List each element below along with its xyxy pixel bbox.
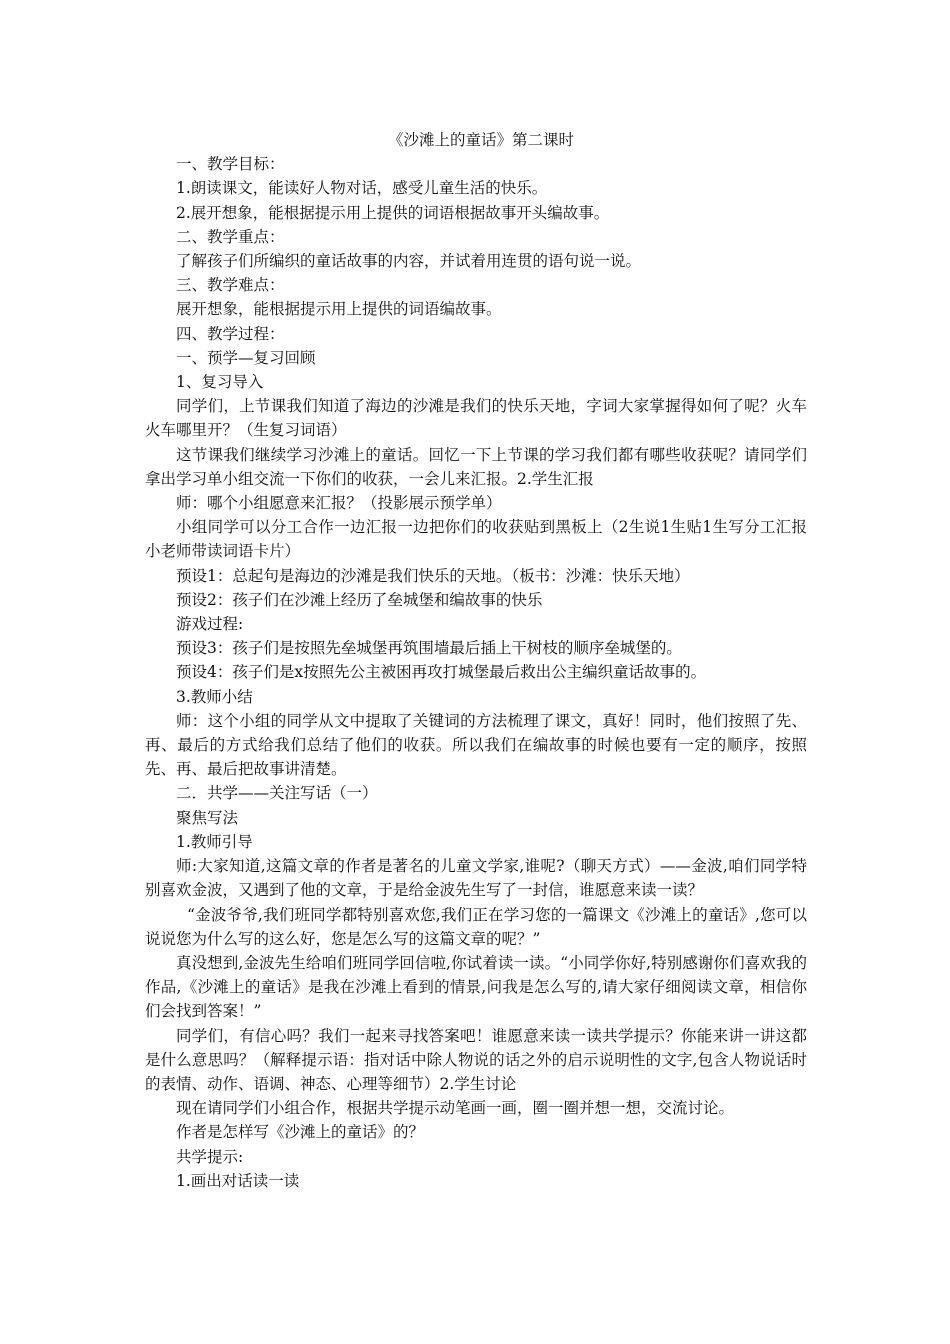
paragraph: 1.朗读课文，能读好人物对话，感受儿童生活的快乐。 <box>176 179 548 198</box>
paragraph: 二、教学重点： <box>176 227 285 246</box>
paragraph: 四、教学过程： <box>176 324 285 343</box>
paragraph: 现在请同学们小组合作，根据共学提示动笔画一画，圈一圈并想一想，交流讨论。 <box>176 1099 735 1118</box>
paragraph: 预设1：总起句是海边的沙滩是我们快乐的天地。（板书：沙滩：快乐天地） <box>176 566 690 585</box>
paragraph: 预设3：孩子们是按照先垒城堡再筑围墙最后插上干树枝的顺序垒城堡的。 <box>176 639 682 658</box>
paragraph: 真没想到,金波先生给咱们班同学回信啦,你试着读一读。“小同学你好,特别感谢你们喜欢我的作品,《沙滩上的童话》是我在沙滩上看到的情景,问我是怎么写的,请大家仔细阅读文章，相信你们会找到答案！” <box>145 953 807 1021</box>
document-page <box>145 128 807 1193</box>
paragraph: 同学们，有信心吗？我们一起来寻找答案吧！谁愿意来读一读共学提示？你能来讲一讲这都是什么意思吗？（解释提示语：指对话中除人物说的话之外的启示说明性的文字,包含人物说话时的表情、动作、语调、神态、心理等细节）2.学生讨论 <box>145 1026 807 1093</box>
quoted-letter: “金波爷爷,我们班同学都特别喜欢您,我们正在学习您的一篇课文《沙滩上的童话》,您可以说说您为什么写的这么好，您是怎么写的这篇文章的呢？” <box>145 905 807 948</box>
paragraph: 了解孩子们所编织的童话故事的内容，并试着用连贯的语句说一说。 <box>176 252 642 271</box>
paragraph: 1、复习导入 <box>176 373 264 392</box>
paragraph: 游戏过程: <box>176 615 244 634</box>
paragraph: 3.教师小结 <box>176 687 253 706</box>
paragraph: 师:大家知道,这篇文章的作者是著名的儿童文学家,谁呢?（聊天方式）——金波,咱们同学特别喜欢金波，又遇到了他的文章，于是给金波先生写了一封信，谁愿意来读一读？ <box>145 857 807 900</box>
document-title: 《沙滩上的童话》第二课时 <box>387 131 574 149</box>
paragraph: 展开想象，能根据提示用上提供的词语编故事。 <box>176 300 502 319</box>
paragraph: 2.展开想象，能根据提示用上提供的词语根据故事开头编故事。 <box>176 203 610 222</box>
paragraph: 作者是怎样写《沙滩上的童话》的？ <box>176 1123 425 1142</box>
paragraph: 预设2：孩子们在沙滩上经历了垒城堡和编故事的快乐 <box>176 590 543 609</box>
paragraph: 这节课我们继续学习沙滩上的童话。回忆一下上节课的学习我们都有哪些收获呢？请同学们拿出学习单小组交流一下你们的收获，一会儿来汇报。2.学生汇报 <box>145 445 807 488</box>
paragraph: 二．共学——关注写话（一） <box>176 784 378 803</box>
paragraph: 1.教师引导 <box>176 832 253 851</box>
paragraph: 小组同学可以分工合作一边汇报一边把你们的收获贴到黑板上（2生说1生贴1生写分工汇报小老师带读词语卡片） <box>145 518 807 561</box>
paragraph: 共学提示: <box>176 1147 244 1166</box>
paragraph: 三、教学难点： <box>176 276 285 295</box>
paragraph: 1.画出对话读一读 <box>176 1171 300 1190</box>
paragraph: 一、预学—复习回顾 <box>176 348 316 367</box>
paragraph: 师：这个小组的同学从文中提取了关键词的方法梳理了课文，真好！同时，他们按照了先、再、最后的方式给我们总结了他们的收获。所以我们在编故事的时候也要有一定的顺序，按照先、再、最后把故事讲清楚。 <box>145 711 807 779</box>
paragraph: 聚焦写法 <box>176 808 239 827</box>
paragraph: 师：哪个小组愿意来汇报？（投影展示预学单） <box>176 494 502 513</box>
paragraph: 同学们，上节课我们知道了海边的沙滩是我们的快乐天地，字词大家掌握得如何了呢？火车火车哪里开？（生复习词语） <box>145 397 807 440</box>
paragraph: 预设4：孩子们是x按照先公主被困再攻打城堡最后救出公主编织童话故事的。 <box>176 663 707 682</box>
paragraph: 一、教学目标： <box>176 155 285 174</box>
